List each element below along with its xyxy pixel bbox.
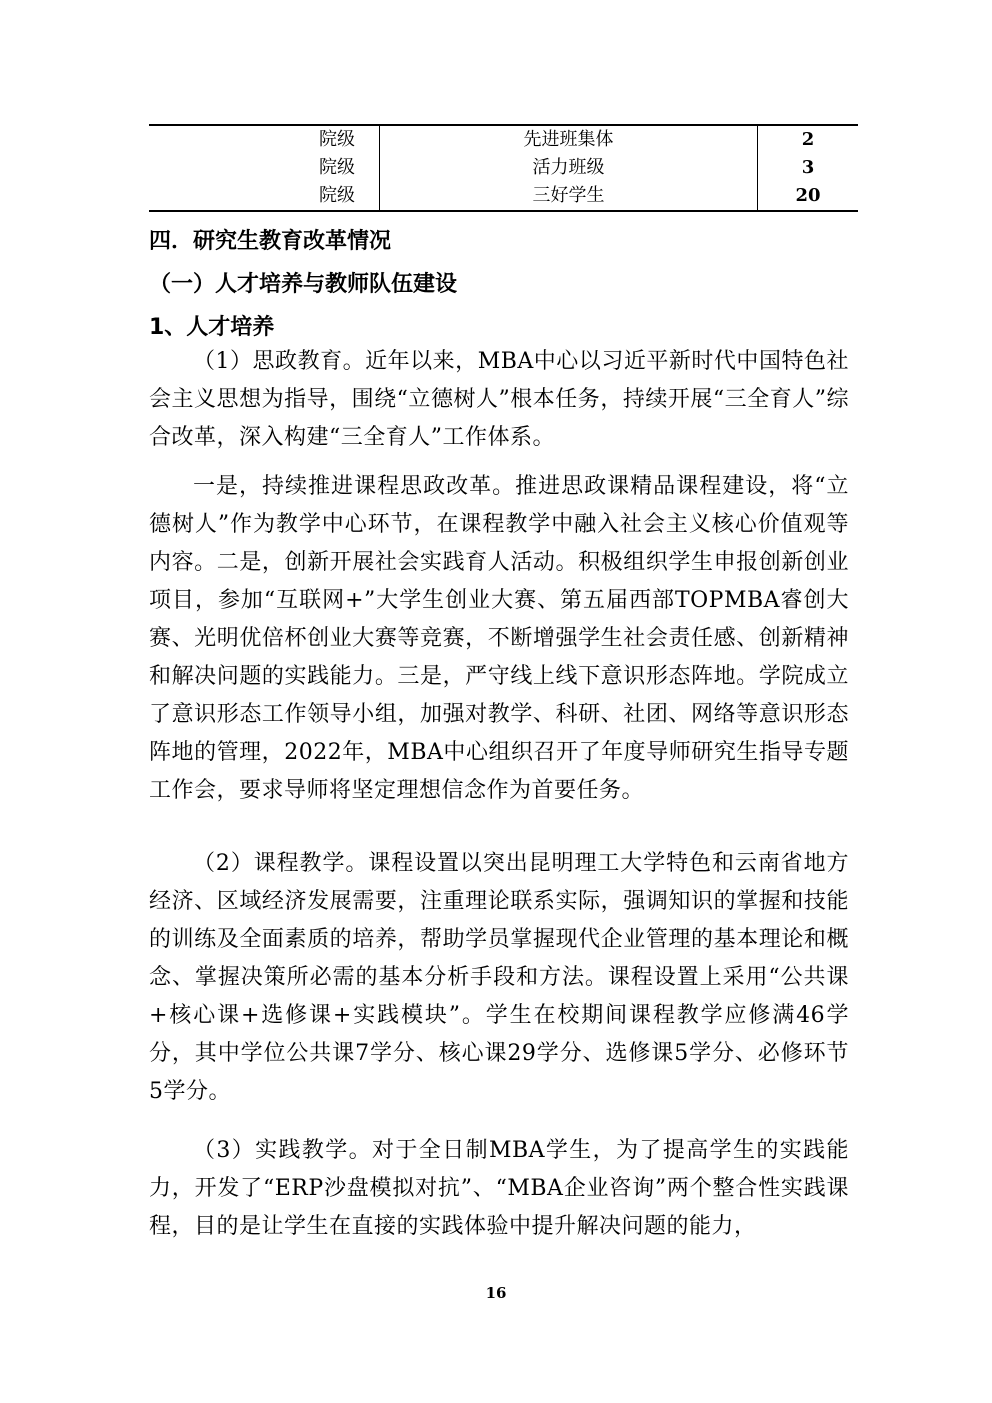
subsubsection-heading: 1、人才培养 [149,315,275,340]
count-cell: 20 [795,185,821,206]
name-cell: 先进班集体 [380,126,758,154]
table-row [149,182,858,210]
name-cell: 三好学生 [380,182,758,210]
count-cell: 3 [801,157,815,178]
paragraph-practice-teaching: （3）实践教学。对于全日制MBA学生，为了提高学生的实践能力，开发了“ERP沙盘模拟对抗”、“MBA企业咨询”两个整合性实践课程，目的是让学生在直接的实践体验中提升解决问题的能力， [149,1138,849,1239]
table-row [149,154,858,182]
page-number: 16 [485,1284,507,1302]
awards-table [149,124,858,212]
paragraph-reform-measures: 一是，持续推进课程思政改革。推进思政课精品课程建设，将“立德树人”作为教学中心环节，在课程教学中融入社会主义核心价值观等内容。二是，创新开展社会实践育人活动。积极组织学生申报创新创业项目，参加“互联网+”大学生创业大赛、第五届西部TOPMBA睿创大赛、光明优倍杯创业大赛等竞赛，不断增强学生社会责任感、创新精神和解决问题的实践能力。三是，严守线上线下意识形态阵地。学院成立了意识形态工作领导小组，加强对教学、科研、社团、网络等意识形态阵地的管理，2022年，MBA中心组织召开了年度导师研究生指导专题工作会，要求导师将坚定理想信念作为首要任务。 [149,474,849,803]
table-row [149,126,858,154]
level-cell: 院级 [319,185,355,206]
subsection-heading: （一）人才培养与教师队伍建设 [149,272,458,297]
level-cell: 院级 [319,157,355,178]
paragraph-ideological-education: （1）思政教育。近年以来，MBA中心以习近平新时代中国特色社会主义思想为指导，围绕“立德树人”根本任务，持续开展“三全育人”综合改革，深入构建“三全育人”工作体系。 [149,349,849,450]
level-cell: 院级 [319,129,355,150]
paragraph-course-teaching: （2）课程教学。课程设置以突出昆明理工大学特色和云南省地方经济、区域经济发展需要，注重理论联系实际，强调知识的掌握和技能的训练及全面素质的培养，帮助学员掌握现代企业管理的基本理论和概念、掌握决策所必需的基本分析手段和方法。课程设置上采用“公共课+核心课+选修课+实践模块”。学生在校期间课程教学应修满46学分，其中学位公共课7学分、核心课29学分、选修课5学分、必修环节5学分。 [149,851,849,1104]
count-cell: 2 [801,129,815,150]
name-cell: 活力班级 [380,154,758,182]
section-heading: 四．研究生教育改革情况 [149,229,392,254]
